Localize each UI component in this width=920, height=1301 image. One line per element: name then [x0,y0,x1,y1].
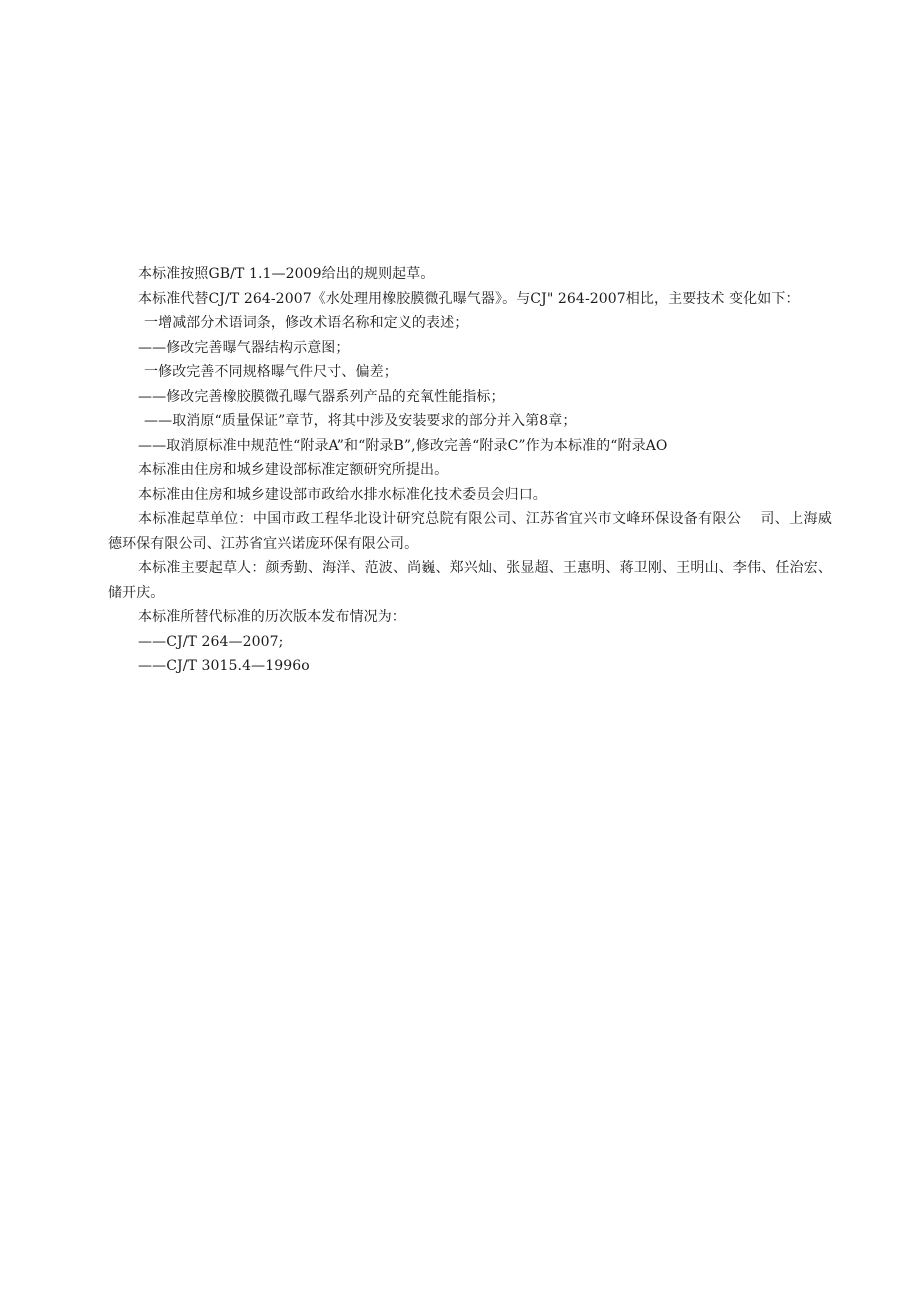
history-item: ——CJ/T 3015.4—1996o [138,658,310,674]
change-item: ——修改完善橡胶膜微孔曝气器系列产品的充氧性能指标； [138,388,505,405]
change-item: ——取消原“质量保证”章节，将其中涉及安装要求的部分并入第8章； [144,413,577,429]
foreword-body [108,262,832,679]
proposer-statement: 本标准由住房和城乡建设部标准定额研究所提出。 [138,462,449,478]
committee-statement: 本标准由住房和城乡建设部市政给水排水标准化技术委员会归口。 [138,486,547,503]
drafters-statement: 本标准主要起草人：颜秀勤、海洋、范波、尚巍、郑兴灿、张显超、王惠明、蒋卫刚、王明山、李伟、任治宏、 储开庆。 [108,560,832,601]
change-item: 一修改完善不同规格曝气件尺寸、偏差； [144,364,398,380]
change-item: ——取消原标准中规范性“附录A”和“附录B”,修改完善“附录C”作为本标准的“附录AO [138,437,668,454]
drafting-units-statement: 本标准起草单位：中国市政工程华北设计研究总院有限公司、江苏省宜兴市文峰环保设备有限公 司、上海威德环保有限公司、江苏省宜兴诺庞环保有限公司。 [108,511,832,552]
change-item: ——修改完善曝气器结构示意图； [138,339,350,356]
replacement-paragraph: 本标准代替CJ/T 264-2007《水处理用橡胶膜微孔曝气器》。与CJ" 264-2007相比，主要技术 变化如下： [138,290,800,307]
drafting-rule-paragraph: 本标准按照GB/T 1.1—2009给出的规则起草。 [138,266,435,282]
change-item: 一增减部分术语词条，修改术语名称和定义的表述； [144,315,469,331]
history-intro: 本标准所替代标准的历次版本发布情况为： [138,609,406,625]
history-item: ——CJ/T 264—2007; [138,633,284,650]
